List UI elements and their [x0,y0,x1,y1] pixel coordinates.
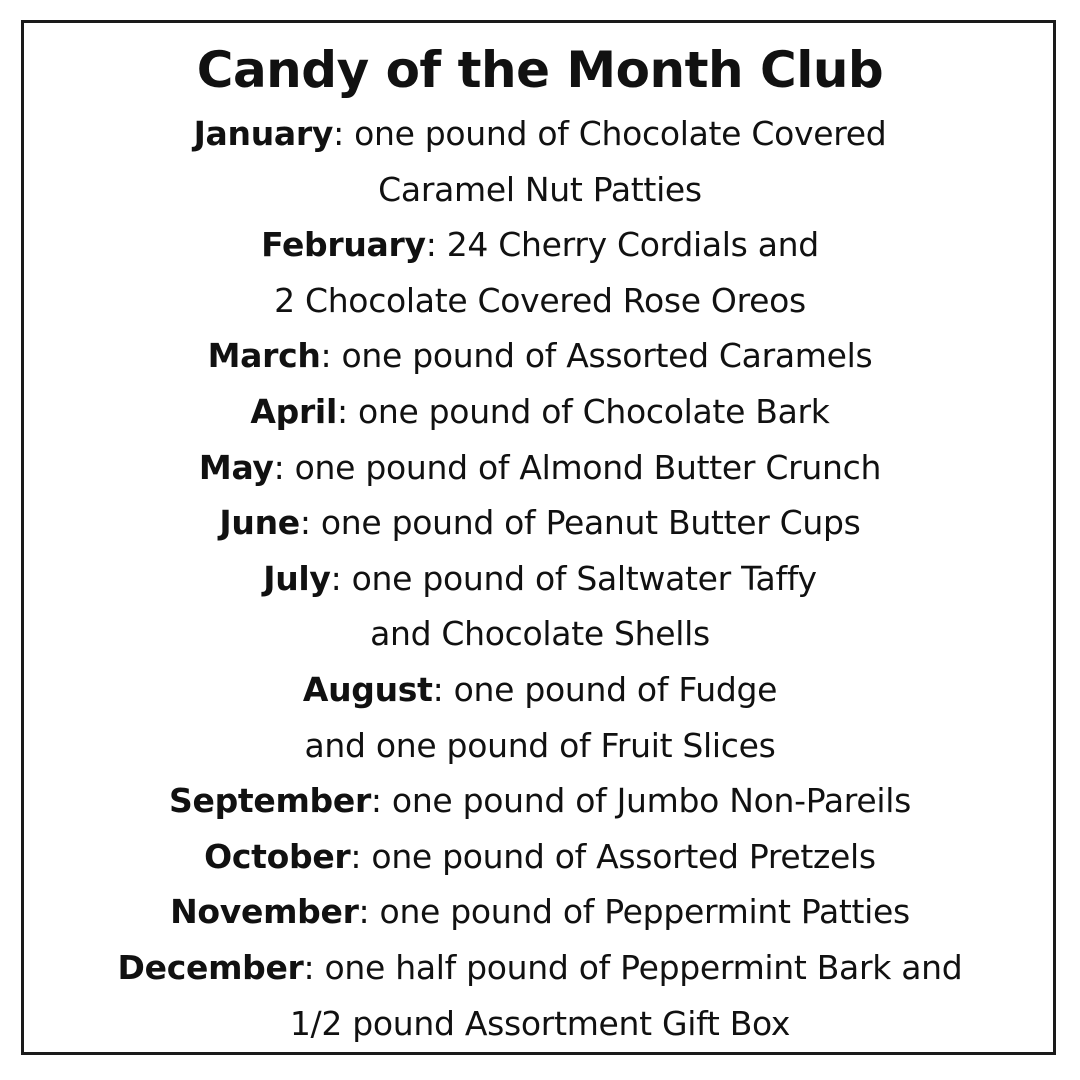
candy-schedule-list [0,106,1080,1051]
month-label: December [117,947,304,987]
month-label: March [207,336,321,376]
list-item [0,495,1080,551]
candy-description: : one pound of Assorted Caramels [320,336,873,376]
month-label: October [204,836,351,876]
list-item [0,551,1080,607]
month-label: November [170,892,359,932]
candy-description: : one pound of Assorted Pretzels [350,836,876,876]
list-item [0,162,1080,218]
candy-description: : one pound of Fudge [432,669,778,709]
candy-description: : one pound of Almond Butter Crunch [273,447,882,487]
month-label: January [193,114,334,153]
list-item [0,440,1080,496]
candy-description: 1/2 pound Assortment Gift Box [289,1003,791,1043]
candy-description: : one half pound of Peppermint Bark and [303,947,963,987]
month-label: February [261,225,426,265]
month-label: August [302,669,433,709]
month-label: April [250,391,337,431]
list-item [0,829,1080,885]
candy-description: Caramel Nut Patties [378,169,702,209]
list-item [0,662,1080,718]
list-item [0,328,1080,384]
list-item [0,773,1080,829]
list-item [0,884,1080,940]
candy-description: : one pound of Peanut Butter Cups [299,503,861,543]
page-title: Candy of the Month Club [196,41,884,99]
month-label: July [263,558,331,598]
candy-description: : one pound of Chocolate Covered [333,114,887,153]
candy-description: : one pound of Chocolate Bark [336,391,830,431]
list-item [0,384,1080,440]
candy-description: and one pound of Fruit Slices [304,725,776,765]
candy-description: : one pound of Saltwater Taffy [330,558,817,598]
list-item [0,940,1080,996]
list-item [0,106,1080,162]
list-item [0,273,1080,329]
candy-description: : one pound of Jumbo Non-Pareils [370,781,911,821]
list-item [0,606,1080,662]
month-label: September [169,781,371,821]
month-label: June [219,503,300,543]
candy-description: and Chocolate Shells [370,614,710,654]
month-label: May [198,447,274,487]
list-item [0,996,1080,1052]
candy-description: 2 Chocolate Covered Rose Oreos [274,280,806,320]
list-item [0,718,1080,774]
candy-description: : one pound of Peppermint Patties [358,892,910,932]
list-item [0,217,1080,273]
candy-description: : 24 Cherry Cordials and [425,225,819,265]
